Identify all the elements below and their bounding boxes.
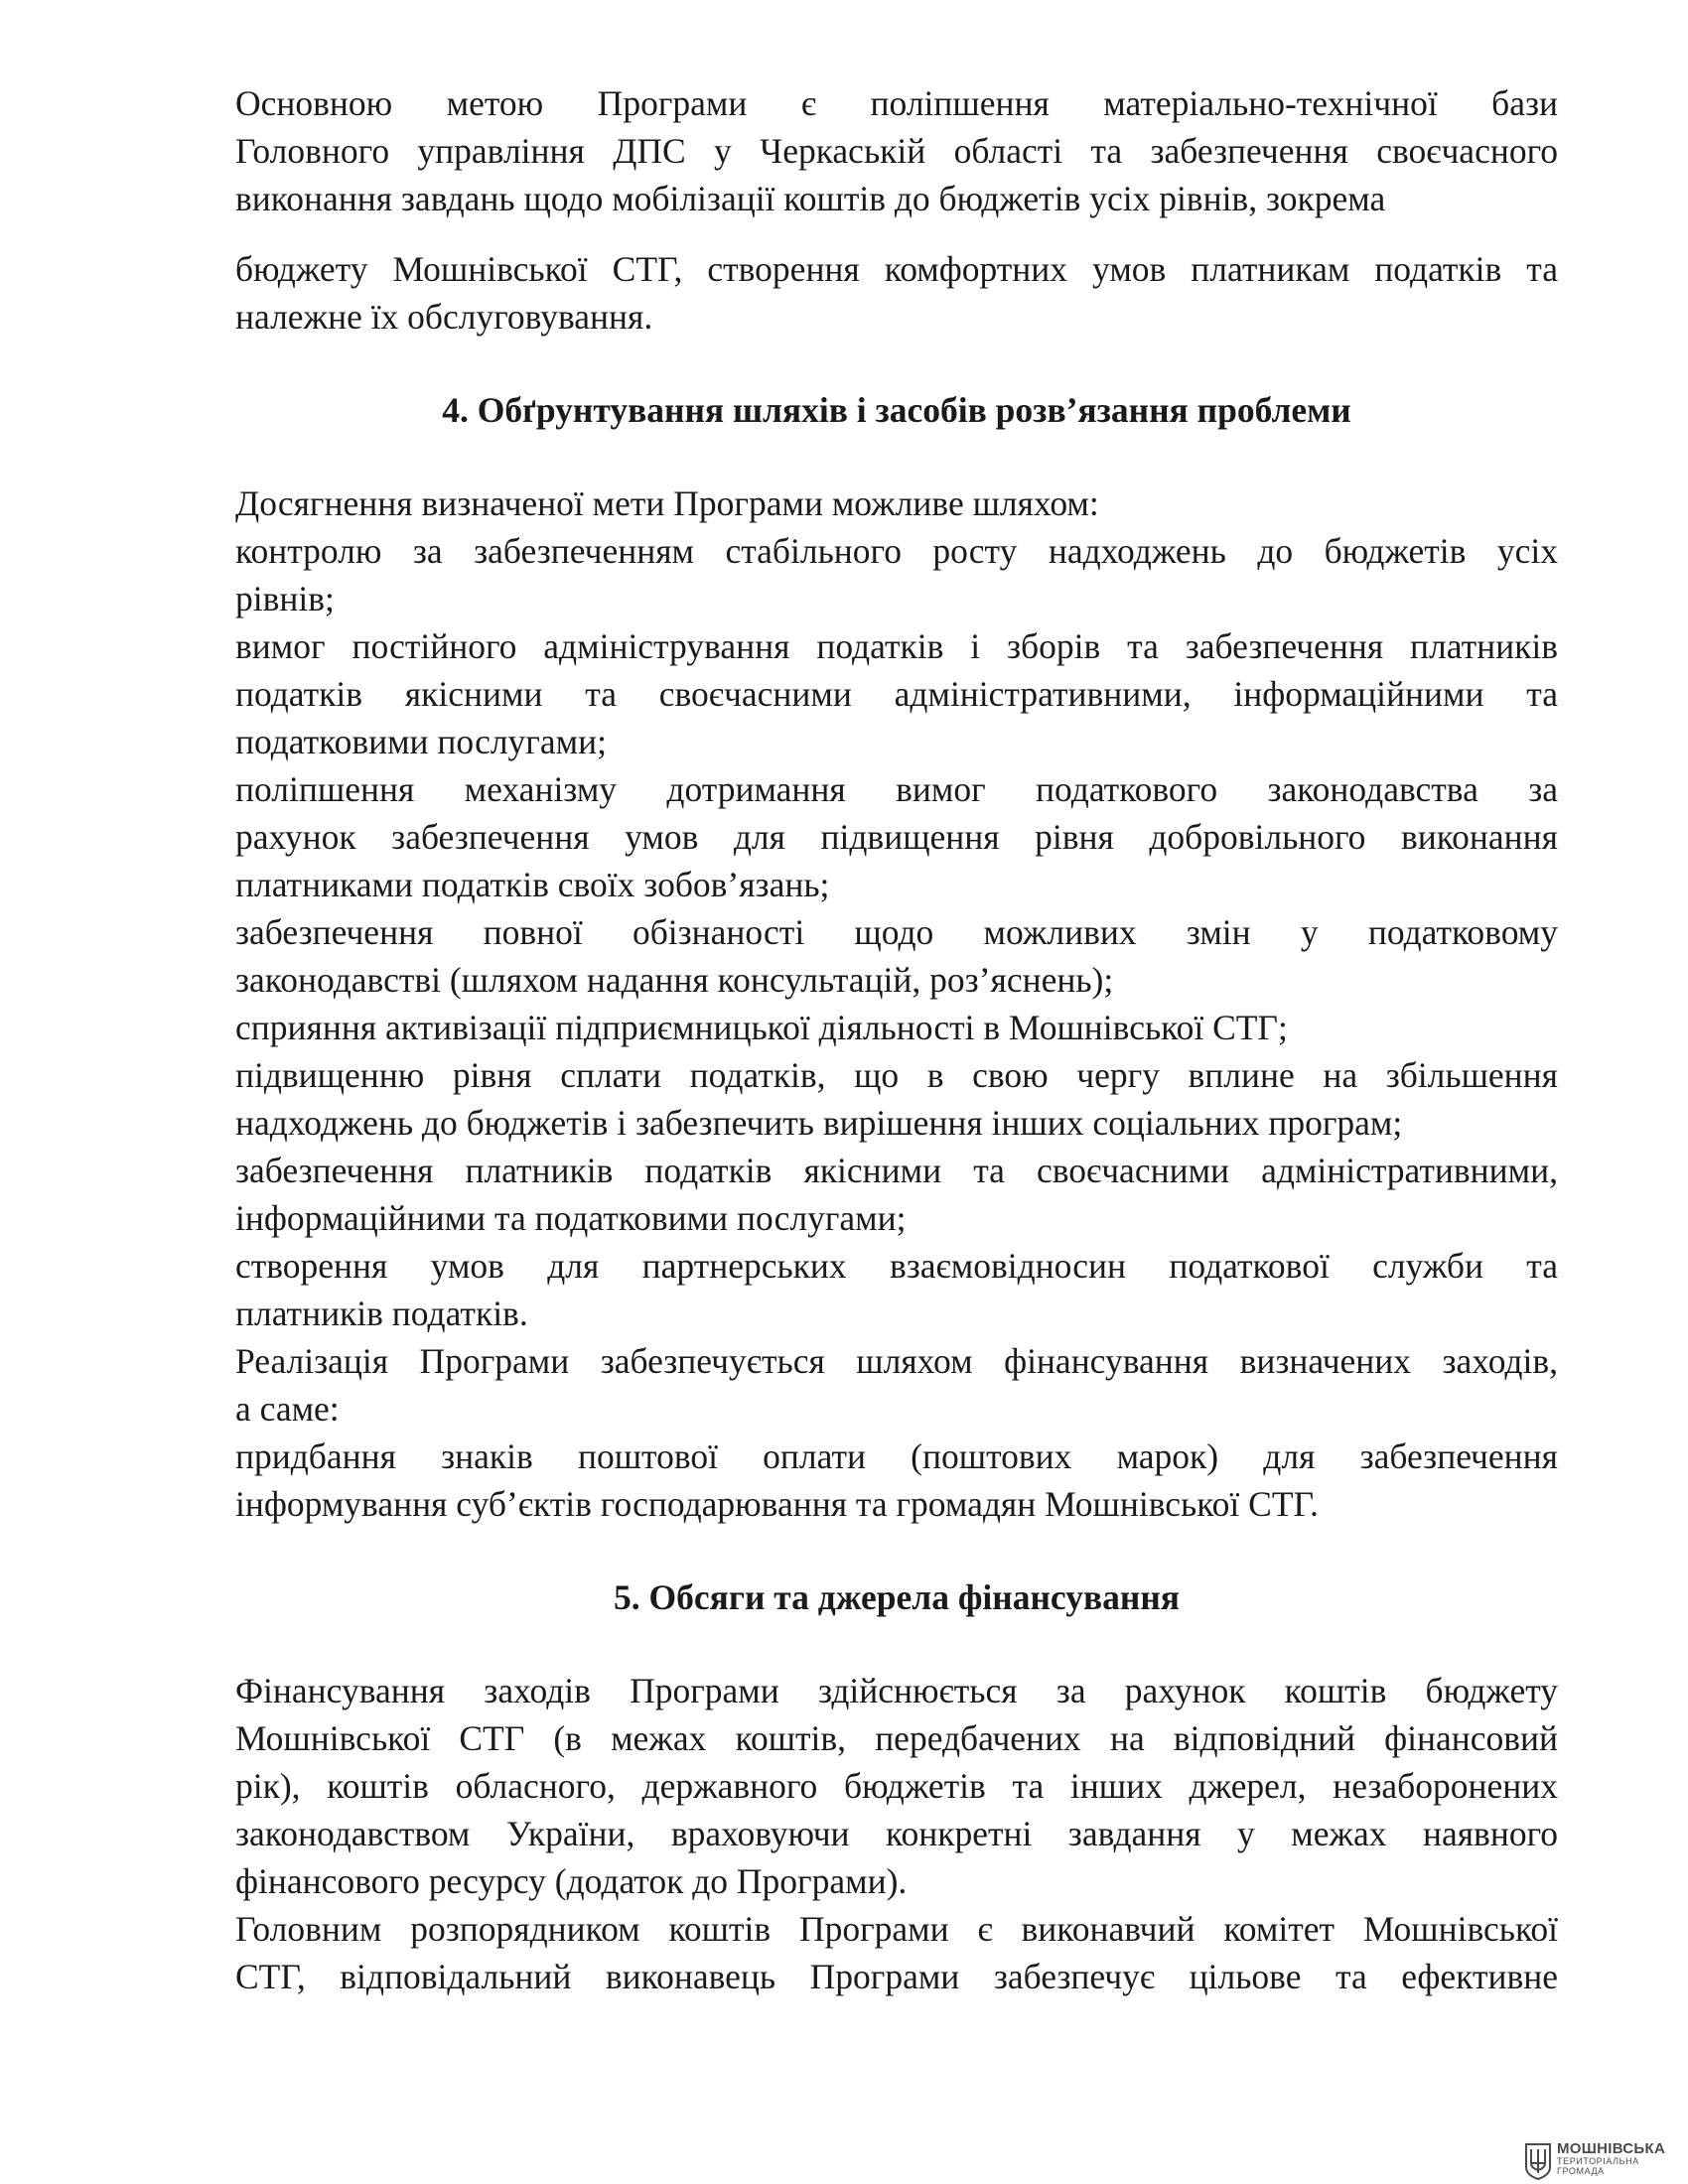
text-line: законодавстві (шляхом надання консультацій, роз’яснень); (235, 960, 1114, 1000)
text-line: надходжень до бюджетів і забезпечить вирішення інших соціальних програм; (235, 1103, 1403, 1143)
list-item (235, 1051, 1558, 1147)
text-line: законодавством України, враховуючи конкретні завдання у межах наявного (235, 1814, 1558, 1853)
paragraph (235, 1667, 1558, 1905)
section-4-body (235, 479, 1558, 1528)
list-item (235, 1337, 1558, 1433)
document-page (235, 79, 1558, 2000)
text-line: належне їх обслуговування. (235, 297, 653, 337)
text-line: сприяння активізації підприємницької діяльності в Мошнівської СТГ; (235, 1008, 1288, 1047)
text-line: рівнів; (235, 579, 335, 618)
section-5-heading: 5. Обсяги та джерела фінансування (614, 1577, 1180, 1617)
text-line: вимог постійного адміністрування податків і зборів та забезпечення платників (235, 626, 1558, 666)
community-logo (1523, 2141, 1665, 2181)
text-line: забезпечення платників податків якісними та своєчасними адміністративними, (235, 1151, 1558, 1190)
list-item (235, 908, 1558, 1004)
section-4-heading: 4. Обґрунтування шляхів і засобів розв’язання проблеми (442, 390, 1351, 430)
text-line: податків якісними та своєчасними адміністративними, інформаційними та (235, 674, 1558, 714)
list-item (235, 1242, 1558, 1337)
text-line: бюджету Мошнівської СТГ, створення комфортних умов платникам податків та (235, 249, 1558, 289)
text-line: платниками податків своїх зобов’язань; (235, 865, 830, 904)
list-item (235, 765, 1558, 908)
trident-icon (1523, 2141, 1553, 2181)
logo-subtitle: ТЕРИТОРІАЛЬНА (1557, 2156, 1639, 2166)
text-line: інформаційними та податковими послугами; (235, 1198, 907, 1238)
text-line: Фінансування заходів Програми здійснюється за рахунок коштів бюджету (235, 1671, 1558, 1710)
text-line: придбання знаків поштової оплати (поштових марок) для забезпечення (235, 1436, 1558, 1476)
text-line: рік), коштів обласного, державного бюджетів та інших джерел, незаборонених (235, 1766, 1558, 1806)
text-line: фінансового ресурсу (додаток до Програми). (235, 1861, 908, 1901)
section-5-body (235, 1667, 1558, 2000)
text-line: Мошнівської СТГ (в межах коштів, передбачених на відповідний фінансовий (235, 1718, 1558, 1758)
text-line: виконання завдань щодо мобілізації коштів до бюджетів усіх рівнів, зокрема (235, 179, 1386, 218)
list-item (235, 622, 1558, 765)
intro-paragraph (235, 79, 1558, 341)
text-line: створення умов для партнерських взаємовідносин податкової служби та (235, 1246, 1558, 1286)
text-line: Досягнення визначеної мети Програми можливе шляхом: (235, 483, 1099, 523)
list-item (235, 1004, 1558, 1051)
list-item (235, 1433, 1558, 1528)
text-line: забезпечення повної обізнаності щодо можливих змін у податковому (235, 912, 1558, 952)
text-line: Основною метою Програми є поліпшення матеріально-технічної бази (235, 83, 1558, 123)
text-line: Головним розпорядником коштів Програми є виконавчий комітет Мошнівської (235, 1909, 1558, 1949)
text-line: контролю за забезпеченням стабільного росту надходжень до бюджетів усіх (235, 531, 1558, 571)
text-line: СТГ, відповідальний виконавець Програми забезпечує цільове та ефективне (235, 1957, 1558, 1996)
text-line: податковими послугами; (235, 722, 607, 761)
text-line: інформування суб’єктів господарювання та громадян Мошнівської СТГ. (235, 1484, 1319, 1524)
logo-name: МОШНІВСЬКА (1557, 2140, 1666, 2157)
text-line: підвищенню рівня сплати податків, що в свою чергу вплине на збільшення (235, 1055, 1558, 1095)
list-item (235, 1147, 1558, 1242)
text-line: платників податків. (235, 1294, 528, 1333)
logo-subtitle: ГРОМАДА (1557, 2166, 1605, 2176)
text-line: а саме: (235, 1389, 340, 1429)
text-line: Головного управління ДПС у Черкаській області та забезпечення своєчасного (235, 131, 1558, 171)
text-line: поліпшення механізму дотримання вимог податкового законодавства за (235, 769, 1558, 809)
list-item (235, 527, 1558, 622)
paragraph (235, 1905, 1558, 2000)
text-line: рахунок забезпечення умов для підвищення рівня добровільного виконання (235, 817, 1558, 857)
text-line: Реалізація Програми забезпечується шляхом фінансування визначених заходів, (235, 1341, 1558, 1381)
